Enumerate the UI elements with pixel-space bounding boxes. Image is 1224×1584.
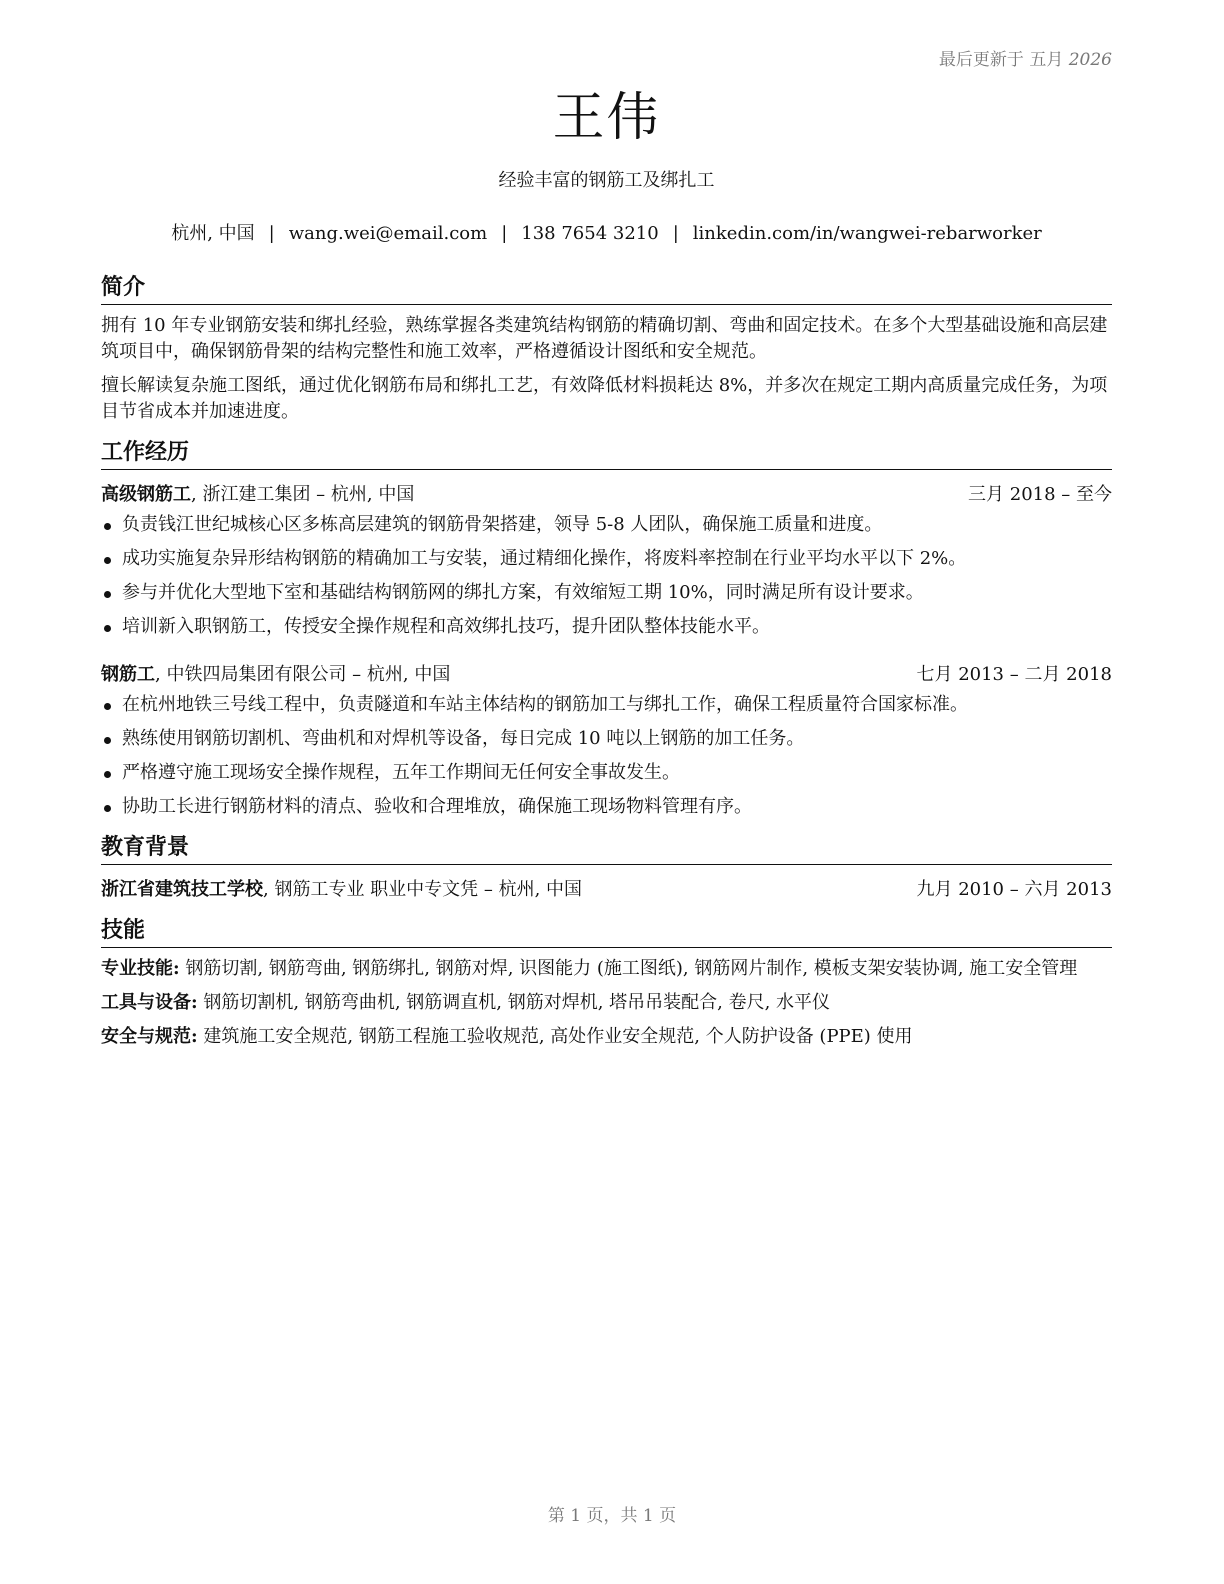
- contact-line: [101, 221, 1112, 247]
- job-org: , 浙江建工集团 – 杭州, 中国: [191, 484, 415, 505]
- summary-paragraph: 擅长解读复杂施工图纸，通过优化钢筋布局和绑扎工艺，有效降低材料损耗达 8%，并多次在规定工期内高质量完成任务，为项目节省成本并加速进度。: [101, 375, 1108, 422]
- skill-list: 钢筋切割机, 钢筋弯曲机, 钢筋调直机, 钢筋对焊机, 塔吊吊装配合, 卷尺, 水平仪: [197, 992, 831, 1013]
- job-bullet: 参与并优化大型地下室和基础结构钢筋网的绑扎方案，有效缩短工期 10%，同时满足所有设计要求。: [101, 580, 1112, 606]
- job-dates: 七月 2013 – 二月 2018: [916, 664, 1112, 685]
- skill-label: 工具与设备:: [101, 992, 198, 1013]
- job-header: [101, 482, 1112, 508]
- skill-label: 专业技能:: [101, 958, 180, 979]
- section-title-experience: 工作经历: [101, 439, 1112, 470]
- section-title-summary: 简介: [101, 274, 1112, 305]
- job-header: [101, 662, 1112, 688]
- skill-list: 钢筋切割, 钢筋弯曲, 钢筋绑扎, 钢筋对焊, 识图能力 (施工图纸), 钢筋网片制作, 模板支架安装协调, 施工安全管理: [179, 958, 1078, 979]
- skill-row: [101, 956, 1112, 982]
- candidate-name: 王伟: [552, 88, 661, 148]
- education-line: [101, 877, 582, 903]
- section-title-education: 教育背景: [101, 834, 1112, 865]
- skills-section: [101, 917, 1112, 1050]
- job-bullet: 协助工长进行钢筋材料的清点、验收和合理堆放，确保施工现场物料管理有序。: [101, 794, 1112, 820]
- education-header: [101, 877, 1112, 903]
- contact-linkedin[interactable]: linkedin.com/in/wangwei-rebarworker: [692, 223, 1042, 244]
- job-title-line: [101, 662, 450, 688]
- contact-separator: |: [268, 223, 275, 244]
- contact-location: 杭州, 中国: [171, 223, 255, 244]
- skill-row: [101, 990, 1112, 1016]
- page-footer: 第 1 页，共 1 页: [547, 1506, 677, 1526]
- job-entry: [101, 482, 1112, 640]
- job-bullet: 在杭州地铁三号线工程中，负责隧道和车站主体结构的钢筋加工与绑扎工作，确保工程质量符合国家标准。: [101, 692, 1112, 718]
- job-role: 钢筋工: [101, 664, 155, 685]
- contact-separator: |: [501, 223, 508, 244]
- job-role: 高级钢筋工: [101, 484, 191, 505]
- job-bullet: 成功实施复杂异形结构钢筋的精确加工与安装，通过精细化操作，将废料率控制在行业平均水平以下 2%。: [101, 546, 1112, 572]
- candidate-headline: 经验丰富的钢筋工及绑扎工: [498, 170, 715, 191]
- last-updated-label: 最后更新于 五月: [938, 50, 1064, 70]
- last-updated-year: 2026: [1068, 50, 1112, 70]
- contact-email[interactable]: wang.wei@email.com: [288, 223, 488, 244]
- job-bullet: 严格遵守施工现场安全操作规程，五年工作期间无任何安全事故发生。: [101, 760, 1112, 786]
- skill-label: 安全与规范:: [101, 1026, 198, 1047]
- summary-paragraph: 拥有 10 年专业钢筋安装和绑扎经验，熟练掌握各类建筑结构钢筋的精确切割、弯曲和固定技术。在多个大型基础设施和高层建筑项目中，确保钢筋骨架的结构完整性和施工效率，严格遵循设计图纸和安全规范。: [101, 315, 1108, 362]
- section-title-skills: 技能: [101, 917, 1112, 948]
- job-org: , 中铁四局集团有限公司 – 杭州, 中国: [155, 664, 451, 685]
- experience-section: [101, 439, 1112, 820]
- job-bullets: [101, 512, 1112, 640]
- contact-separator: |: [672, 223, 679, 244]
- job-title-line: [101, 482, 414, 508]
- education-school: 浙江省建筑技工学校: [101, 879, 263, 900]
- contact-phone[interactable]: 138 7654 3210: [521, 223, 659, 244]
- job-dates: 三月 2018 – 至今: [968, 484, 1112, 505]
- job-bullet: 负责钱江世纪城核心区多栋高层建筑的钢筋骨架搭建，领导 5-8 人团队，确保施工质量和进度。: [101, 512, 1112, 538]
- education-entry: [101, 877, 1112, 903]
- summary-section: [101, 274, 1112, 425]
- job-bullets: [101, 692, 1112, 820]
- job-entry: [101, 662, 1112, 820]
- education-detail: , 钢筋工专业 职业中专文凭 – 杭州, 中国: [263, 879, 583, 900]
- education-section: [101, 834, 1112, 903]
- last-updated: [939, 45, 1112, 70]
- job-bullet: 熟练使用钢筋切割机、弯曲机和对焊机等设备，每日完成 10 吨以上钢筋的加工任务。: [101, 726, 1112, 752]
- education-dates: 九月 2010 – 六月 2013: [916, 879, 1112, 900]
- skill-list: 建筑施工安全规范, 钢筋工程施工验收规范, 高处作业安全规范, 个人防护设备 (PPE) 使用: [197, 1026, 913, 1047]
- skill-row: [101, 1024, 1112, 1050]
- job-bullet: 培训新入职钢筋工，传授安全操作规程和高效绑扎技巧，提升团队整体技能水平。: [101, 614, 1112, 640]
